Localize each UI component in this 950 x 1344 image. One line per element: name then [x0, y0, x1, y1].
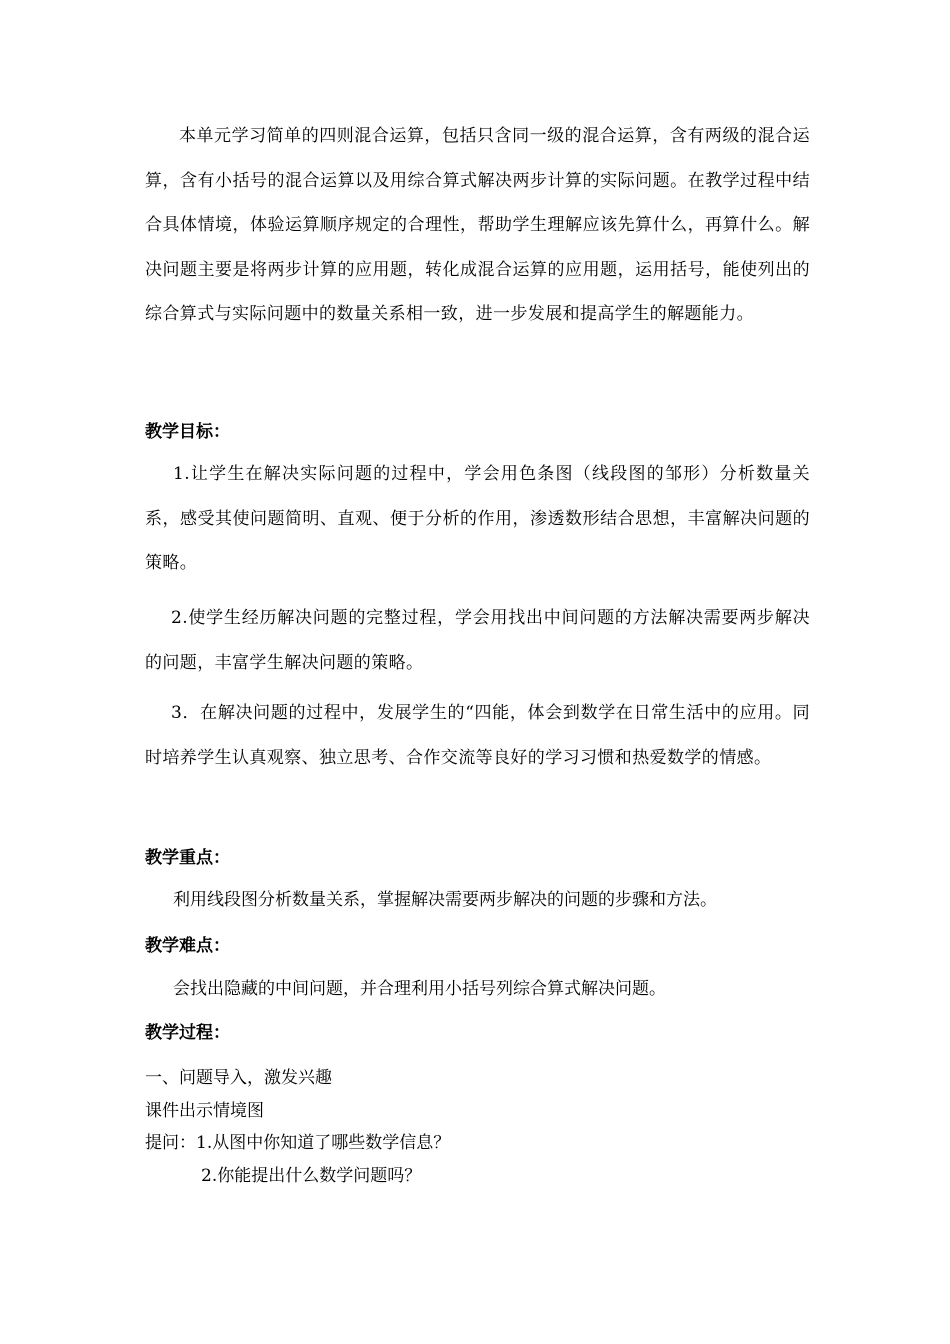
process-heading: 教学过程：	[145, 1023, 230, 1043]
difficulty-heading: 教学难点：	[145, 936, 230, 956]
goal-3-paragraph: 3．在解决问题的过程中，发展学生的“四能，体会到数学在日常生活中的应用。同时培养学生认真观察、独立思考、合作交流等良好的学习习惯和热爱数学的情感。	[145, 703, 810, 768]
goal-2-paragraph: 2.使学生经历解决问题的完整过程，学会用找出中间问题的方法解决需要两步解决的问题，丰富学生解决问题的策略。	[145, 608, 810, 673]
question-1-line: 提问：1.从图中你知道了哪些数学信息？	[145, 1133, 451, 1153]
goal-1-paragraph: 1.让学生在解决实际问题的过程中，学会用色条图（线段图的邹形）分析数量关系，感受其使问题简明、直观、便于分析的作用，渗透数形结合思想，丰富解决问题的策略。	[145, 464, 810, 573]
courseware-line: 课件出示情境图	[145, 1101, 264, 1121]
goals-heading: 教学目标：	[145, 422, 230, 442]
question-2-line: 2.你能提出什么数学问题吗？	[201, 1166, 422, 1186]
key-points-heading: 教学重点：	[145, 848, 230, 868]
section-1-title: 一、问题导入，激发兴趣	[145, 1068, 332, 1088]
key-points-text: 利用线段图分析数量关系，掌握解决需要两步解决的问题的步骤和方法。	[173, 890, 717, 910]
difficulty-text: 会找出隐藏的中间问题，并合理利用小括号列综合算式解决问题。	[173, 979, 666, 999]
intro-paragraph: 本单元学习简单的四则混合运算，包括只含同一级的混合运算，含有两级的混合运算，含有小括号的混合运算以及用综合算式解决两步计算的实际问题。在教学过程中结合具体情境，体验运算顺序规定的合理性，帮助学生理解应该先算什么，再算什么。解决问题主要是将两步计算的应用题，转化成混合运算的应用题，运用括号，能使列出的综合算式与实际问题中的数量关系相一致，进一步发展和提高学生的解题能力。	[145, 126, 810, 324]
